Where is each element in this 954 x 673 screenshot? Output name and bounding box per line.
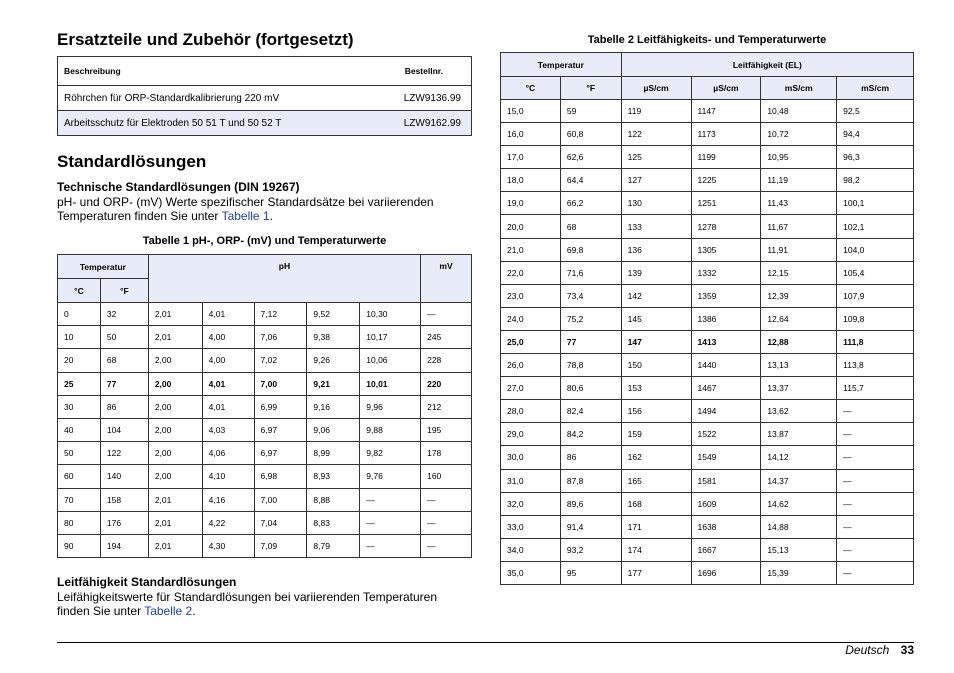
table-cell: 122: [100, 442, 148, 465]
table-cell: 7,12: [254, 303, 307, 326]
table-cell: 15,13: [761, 538, 837, 561]
table-cell: 60: [58, 465, 101, 488]
table-cell: 28,0: [501, 400, 561, 423]
table-cell: 2,00: [148, 372, 202, 395]
parts-row: [58, 85, 471, 110]
table-row: [58, 488, 472, 511]
table2-unit-header: µS/cm: [691, 77, 761, 100]
table-cell: 1467: [691, 377, 761, 400]
table-cell: 9,26: [307, 349, 360, 372]
table-cell: 8,93: [307, 465, 360, 488]
table-row: [58, 395, 472, 418]
table-cell: 12,39: [761, 284, 837, 307]
table-cell: 94,4: [837, 123, 914, 146]
table1-header-mv: mV: [421, 255, 472, 303]
table-cell: 4,22: [202, 511, 254, 534]
table-cell: 4,00: [202, 326, 254, 349]
table-cell: 96,3: [837, 146, 914, 169]
table-cell: 9,06: [307, 418, 360, 441]
table-cell: 4,16: [202, 488, 254, 511]
table-cell: 8,79: [307, 534, 360, 557]
table-cell: 26,0: [501, 354, 561, 377]
table-cell: 22,0: [501, 261, 561, 284]
table-cell: 104: [100, 418, 148, 441]
table-cell: 1225: [691, 169, 761, 192]
table-cell: 1173: [691, 123, 761, 146]
table-cell: 10,48: [761, 100, 837, 123]
table-cell: 119: [621, 100, 691, 123]
table-cell: 2,00: [148, 395, 202, 418]
table2-unit-row: [501, 77, 914, 100]
table-cell: —: [421, 488, 472, 511]
table-cell: —: [360, 534, 421, 557]
table-cell: 80,6: [560, 377, 621, 400]
table-cell: 92,5: [837, 100, 914, 123]
table-cell: 160: [421, 465, 472, 488]
tech-end: .: [269, 209, 273, 223]
table-cell: 2,01: [148, 326, 202, 349]
parts-table-header: [58, 57, 471, 85]
table-cell: 8,88: [307, 488, 360, 511]
table-cell: 64,4: [560, 169, 621, 192]
table-cell: 11,91: [761, 238, 837, 261]
table-cell: 91,4: [560, 515, 621, 538]
table-cell: 40: [58, 418, 101, 441]
footer: [845, 643, 914, 657]
table-cell: 102,1: [837, 215, 914, 238]
table-cell: 122: [621, 123, 691, 146]
table-row: [501, 354, 914, 377]
table-cell: 33,0: [501, 515, 561, 538]
table-cell: —: [360, 488, 421, 511]
table-cell: 10,01: [360, 372, 421, 395]
table-cell: 24,0: [501, 307, 561, 330]
table1-header-fahrenheit: °F: [100, 279, 148, 303]
table-cell: 1549: [691, 446, 761, 469]
table-cell: 105,4: [837, 261, 914, 284]
table-row: [501, 377, 914, 400]
table-cell: 153: [621, 377, 691, 400]
table-cell: —: [837, 423, 914, 446]
table-cell: 4,06: [202, 442, 254, 465]
table-cell: 4,30: [202, 534, 254, 557]
parts-order-number: LZW9162.99: [403, 117, 461, 129]
table-cell: 1147: [691, 100, 761, 123]
table-cell: 2,01: [148, 488, 202, 511]
table-row: [58, 326, 472, 349]
tech-text: pH- und ORP- (mV) Werte spezifischer Standardsätze bei variierenden Temperaturen finden Sie unter: [57, 195, 434, 223]
table-cell: 6,99: [254, 395, 307, 418]
table-cell: 150: [621, 354, 691, 377]
table-cell: 4,01: [202, 395, 254, 418]
table-row: [501, 215, 914, 238]
table-cell: 142: [621, 284, 691, 307]
table-cell: 78,8: [560, 354, 621, 377]
left-column: [57, 30, 472, 618]
table-cell: 13,13: [761, 354, 837, 377]
table-cell: 212: [421, 395, 472, 418]
cond-paragraph: [57, 590, 472, 618]
table-cell: 104,0: [837, 238, 914, 261]
table-cell: —: [837, 538, 914, 561]
table-cell: 71,6: [560, 261, 621, 284]
table-cell: 7,00: [254, 372, 307, 395]
table1-header-ph: pH: [148, 255, 420, 303]
table-cell: 2,01: [148, 534, 202, 557]
table-cell: 12,64: [761, 307, 837, 330]
table-cell: 111,8: [837, 330, 914, 353]
table-cell: 1386: [691, 307, 761, 330]
table-row: [58, 418, 472, 441]
table-cell: 9,88: [360, 418, 421, 441]
table-cell: 12,88: [761, 330, 837, 353]
table-row: [501, 123, 914, 146]
table2-unit-header: mS/cm: [837, 77, 914, 100]
table-cell: 6,98: [254, 465, 307, 488]
table-row: [58, 372, 472, 395]
table-cell: 168: [621, 492, 691, 515]
table2-header-temperature: Temperatur: [501, 53, 622, 77]
table-row: [501, 261, 914, 284]
table-cell: 195: [421, 418, 472, 441]
table-cell: —: [837, 446, 914, 469]
table-cell: 6,97: [254, 442, 307, 465]
table-cell: —: [837, 469, 914, 492]
table-cell: 32: [100, 303, 148, 326]
table-cell: 10,72: [761, 123, 837, 146]
table-cell: 1667: [691, 538, 761, 561]
table-cell: —: [421, 303, 472, 326]
table-cell: 77: [100, 372, 148, 395]
table-cell: 4,10: [202, 465, 254, 488]
table-cell: 113,8: [837, 354, 914, 377]
table-cell: 82,4: [560, 400, 621, 423]
table-cell: 2,00: [148, 349, 202, 372]
table-cell: 14,12: [761, 446, 837, 469]
table-cell: 1199: [691, 146, 761, 169]
table-row: [58, 511, 472, 534]
table-cell: 100,1: [837, 192, 914, 215]
table-cell: 7,02: [254, 349, 307, 372]
table1-header-temperature: Temperatur: [58, 255, 149, 279]
table-cell: 1696: [691, 561, 761, 584]
table-cell: 50: [100, 326, 148, 349]
table-cell: 174: [621, 538, 691, 561]
table-cell: 30,0: [501, 446, 561, 469]
table-cell: 2,01: [148, 511, 202, 534]
table-cell: 165: [621, 469, 691, 492]
parts-row: [58, 110, 471, 135]
table-cell: 29,0: [501, 423, 561, 446]
table-cell: 1609: [691, 492, 761, 515]
table2-caption: Tabelle 2 Leitfähigkeits- und Temperaturwerte: [587, 34, 827, 46]
table-cell: 68: [560, 215, 621, 238]
table-cell: 9,82: [360, 442, 421, 465]
table-cell: —: [837, 400, 914, 423]
table-cell: 2,01: [148, 303, 202, 326]
parts-table: [57, 56, 472, 136]
section-title: Ersatzteile und Zubehör (fortgesetzt): [57, 30, 354, 49]
table-cell: 1305: [691, 238, 761, 261]
tech-heading: Technische Standardlösungen (DIN 19267): [57, 180, 300, 194]
table-row: [501, 469, 914, 492]
table-cell: 162: [621, 446, 691, 469]
table-cell: 11,67: [761, 215, 837, 238]
table-cell: 0: [58, 303, 101, 326]
table-cell: 75,2: [560, 307, 621, 330]
table-row: [501, 400, 914, 423]
table-cell: 35,0: [501, 561, 561, 584]
table-cell: 25: [58, 372, 101, 395]
table-cell: 21,0: [501, 238, 561, 261]
table-cell: 4,03: [202, 418, 254, 441]
table-row: [58, 534, 472, 557]
table-cell: —: [421, 534, 472, 557]
table-cell: 133: [621, 215, 691, 238]
table-cell: 14,62: [761, 492, 837, 515]
parts-header-description: Beschreibung: [64, 66, 121, 76]
table2-link[interactable]: Tabelle 2: [144, 604, 193, 619]
table-cell: 4,01: [202, 303, 254, 326]
table-cell: 95: [560, 561, 621, 584]
table-cell: 2,00: [148, 418, 202, 441]
table-cell: 15,0: [501, 100, 561, 123]
table-cell: 10,17: [360, 326, 421, 349]
table-cell: 14,88: [761, 515, 837, 538]
table-cell: 245: [421, 326, 472, 349]
table-cell: 70: [58, 488, 101, 511]
table-cell: 1440: [691, 354, 761, 377]
table-cell: 178: [421, 442, 472, 465]
table-cell: 9,76: [360, 465, 421, 488]
table-cell: 86: [100, 395, 148, 418]
table2-unit-header: mS/cm: [761, 77, 837, 100]
table-cell: 7,09: [254, 534, 307, 557]
table-cell: 4,01: [202, 372, 254, 395]
table-cell: 9,38: [307, 326, 360, 349]
table-cell: —: [837, 492, 914, 515]
table-cell: 90: [58, 534, 101, 557]
table-cell: 30: [58, 395, 101, 418]
table-cell: 171: [621, 515, 691, 538]
table1: [57, 254, 472, 558]
table-cell: 32,0: [501, 492, 561, 515]
table-cell: 1581: [691, 469, 761, 492]
table-cell: 125: [621, 146, 691, 169]
table-cell: 1494: [691, 400, 761, 423]
parts-description: Röhrchen für ORP-Standardkalibrierung 220 mV: [64, 92, 280, 104]
table-row: [58, 442, 472, 465]
table-cell: 9,52: [307, 303, 360, 326]
table-cell: —: [837, 515, 914, 538]
table-cell: 60,8: [560, 123, 621, 146]
parts-header-order-number: Bestellnr.: [404, 66, 443, 76]
table-cell: 11,43: [761, 192, 837, 215]
table-cell: 10: [58, 326, 101, 349]
table-row: [58, 465, 472, 488]
table-row: [501, 515, 914, 538]
footer-divider: [57, 642, 914, 643]
table-cell: —: [837, 561, 914, 584]
table1-header-celsius: °C: [58, 279, 101, 303]
table-cell: 11,19: [761, 169, 837, 192]
table-cell: 9,96: [360, 395, 421, 418]
table-cell: 194: [100, 534, 148, 557]
table-cell: 9,21: [307, 372, 360, 395]
table-cell: 127: [621, 169, 691, 192]
table-cell: 147: [621, 330, 691, 353]
table-row: [501, 169, 914, 192]
table-cell: 20,0: [501, 215, 561, 238]
table-cell: 84,2: [560, 423, 621, 446]
table-row: [501, 561, 914, 584]
table-cell: 62,6: [560, 146, 621, 169]
table-cell: 1251: [691, 192, 761, 215]
table-cell: 4,00: [202, 349, 254, 372]
table-row: [58, 303, 472, 326]
table1-body: [58, 303, 472, 558]
table-cell: 1332: [691, 261, 761, 284]
table-cell: 1522: [691, 423, 761, 446]
cond-text: Leifähigkeitswerte für Standardlösungen bei variierenden Temperaturen finden Sie unter: [57, 590, 438, 619]
table-cell: 77: [560, 330, 621, 353]
table-row: [501, 423, 914, 446]
table-cell: 1278: [691, 215, 761, 238]
table-cell: 80: [58, 511, 101, 534]
table-cell: —: [421, 511, 472, 534]
table-cell: 145: [621, 307, 691, 330]
table2-unit-header: µS/cm: [621, 77, 691, 100]
table-cell: 6,97: [254, 418, 307, 441]
table-cell: 177: [621, 561, 691, 584]
table-cell: 18,0: [501, 169, 561, 192]
table2-body: [501, 100, 914, 585]
table-row: [501, 100, 914, 123]
table-cell: 107,9: [837, 284, 914, 307]
table-cell: 19,0: [501, 192, 561, 215]
table-cell: 27,0: [501, 377, 561, 400]
table-cell: 12,15: [761, 261, 837, 284]
table-cell: 15,39: [761, 561, 837, 584]
table2-unit-header: °C: [501, 77, 561, 100]
table2-header-conductivity: Leitfähigkeit (EL): [621, 53, 913, 77]
table1-link[interactable]: Tabelle 1: [221, 209, 270, 223]
table-cell: 159: [621, 423, 691, 446]
table-row: [501, 146, 914, 169]
table-cell: 7,06: [254, 326, 307, 349]
table-cell: 9,16: [307, 395, 360, 418]
table-cell: 13,87: [761, 423, 837, 446]
parts-order-number: LZW9136.99: [403, 92, 461, 104]
table-cell: 13,37: [761, 377, 837, 400]
table-cell: 220: [421, 372, 472, 395]
page-number: 33: [900, 643, 914, 657]
table-cell: 68: [100, 349, 148, 372]
table-cell: 34,0: [501, 538, 561, 561]
table-cell: 1413: [691, 330, 761, 353]
table-cell: 7,00: [254, 488, 307, 511]
table-cell: 8,83: [307, 511, 360, 534]
table-cell: —: [360, 511, 421, 534]
table-cell: 87,8: [560, 469, 621, 492]
table-cell: 228: [421, 349, 472, 372]
table-row: [501, 538, 914, 561]
parts-description: Arbeitsschutz für Elektroden 50 51 T und 50 52 T: [64, 117, 282, 129]
table-cell: 8,99: [307, 442, 360, 465]
standards-title: Standardlösungen: [57, 152, 207, 171]
table-cell: 10,95: [761, 146, 837, 169]
table-cell: 140: [100, 465, 148, 488]
table-cell: 20: [58, 349, 101, 372]
right-column: [500, 30, 914, 585]
table2-unit-header: °F: [560, 77, 621, 100]
table-cell: 69,8: [560, 238, 621, 261]
table-cell: 158: [100, 488, 148, 511]
table-row: [501, 284, 914, 307]
table-row: [501, 492, 914, 515]
table-cell: 16,0: [501, 123, 561, 146]
table-cell: 17,0: [501, 146, 561, 169]
table-cell: 176: [100, 511, 148, 534]
table-row: [501, 330, 914, 353]
cond-end: .: [192, 604, 196, 619]
tech-paragraph: [57, 195, 472, 223]
table2: [500, 52, 914, 585]
table-cell: 139: [621, 261, 691, 284]
table-row: [501, 307, 914, 330]
table-row: [501, 238, 914, 261]
table-cell: 23,0: [501, 284, 561, 307]
table-cell: 93,2: [560, 538, 621, 561]
table-cell: 86: [560, 446, 621, 469]
table-cell: 89,6: [560, 492, 621, 515]
table-cell: 115,7: [837, 377, 914, 400]
table-cell: 66,2: [560, 192, 621, 215]
table-cell: 31,0: [501, 469, 561, 492]
table-row: [501, 192, 914, 215]
table-cell: 73,4: [560, 284, 621, 307]
table-cell: 109,8: [837, 307, 914, 330]
table1-caption: Tabelle 1 pH-, ORP- (mV) und Temperaturwerte: [142, 235, 387, 247]
table-row: [501, 446, 914, 469]
table-cell: 25,0: [501, 330, 561, 353]
table-cell: 59: [560, 100, 621, 123]
table-row: [58, 349, 472, 372]
cond-heading: Leitfähigkeit Standardlösungen: [57, 575, 237, 590]
table-cell: 10,06: [360, 349, 421, 372]
table-cell: 10,30: [360, 303, 421, 326]
table-cell: 1359: [691, 284, 761, 307]
table-cell: 98,2: [837, 169, 914, 192]
table-cell: 2,00: [148, 442, 202, 465]
table-cell: 50: [58, 442, 101, 465]
table-cell: 7,04: [254, 511, 307, 534]
table-cell: 130: [621, 192, 691, 215]
table-cell: 13,62: [761, 400, 837, 423]
table-cell: 2,00: [148, 465, 202, 488]
table-cell: 156: [621, 400, 691, 423]
footer-language: Deutsch: [845, 643, 890, 657]
table-cell: 14,37: [761, 469, 837, 492]
table-cell: 1638: [691, 515, 761, 538]
table-cell: 136: [621, 238, 691, 261]
